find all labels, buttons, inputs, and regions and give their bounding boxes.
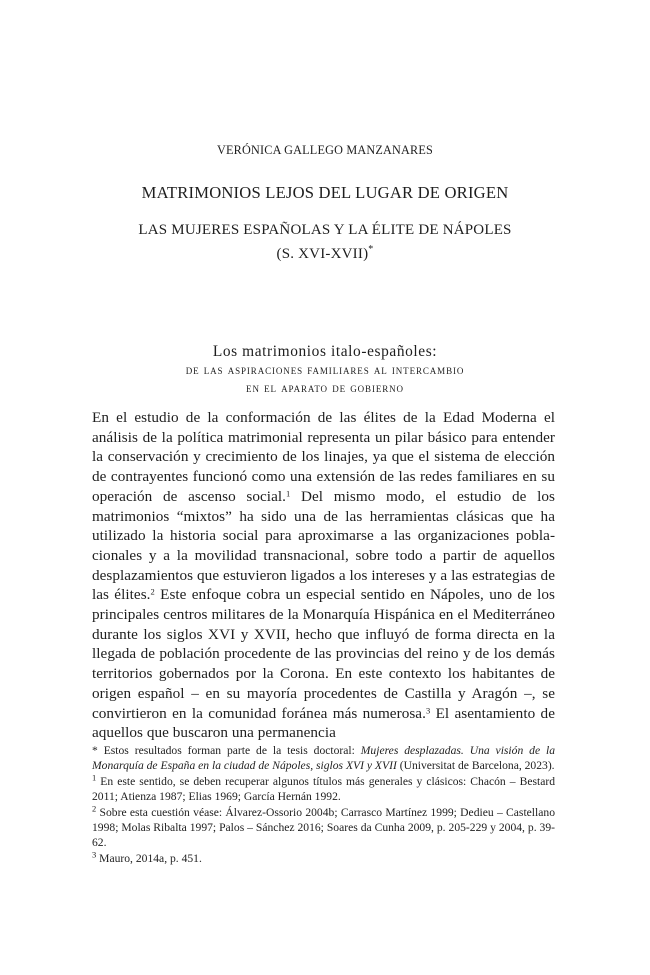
footnote-star-text: Estos resultados forman parte de la tesis doctoral:: [97, 744, 361, 757]
body-text-part-1: En el estudio de la conformación de las élites de la Edad Moderna el análisis de la política matrimonial representa un pilar básico para entender la conservación y crecimiento de los linajes, ya que el sistema de elección de contrayentes funcionó como una extensión de las redes familiares en su operación de ascenso social.: [92, 409, 555, 505]
section-heading-line-1: Los matrimonios italo-españoles:: [212, 343, 438, 360]
footnote-2-mark: 2: [92, 802, 97, 813]
chapter-title: MATRIMONIOS LEJOS DEL LUGAR DE ORIGEN: [141, 183, 509, 202]
footnote-star-thesis-title: Mujeres desplazadas. Una visión de la Monarquía de España en la ciudad de Nápoles, siglos XVI y XVII: [92, 744, 555, 773]
body-text-part-4: El asentamiento de aquellos que buscaron una permanencia: [92, 704, 555, 742]
footnote-ref-1: 1: [285, 488, 291, 499]
chapter-subtitle: [0, 220, 650, 264]
footnote-3-text: Mauro, 2014a, p. 451.: [96, 851, 202, 865]
footnote-ref-2: 2: [150, 586, 155, 597]
footnote-1-text: En este sentido, se deben recuperar algunos títulos más generales y clásicos: Chacón – Bestard 2011; Atienza 1987; Elias 1969; García Hernán 1992.: [92, 774, 555, 804]
footnote-star: [92, 743, 555, 774]
author-name: VERÓNICA GALLEGO MANZANARES: [217, 143, 433, 157]
subtitle-line-1: LAS MUJERES ESPAÑOLAS Y LA ÉLITE DE NÁPOLES: [138, 222, 512, 238]
footnote-2: [92, 802, 555, 851]
body-text-part-3: Este enfoque cobra un especial sentido en Nápoles, uno de los principales centros militares de la Monarquía Hispánica en el Mediterráneo durante los siglos XVI y XVII, hecho que influyó de forma directa en la llegada de población procedente de las provincias del reino y de los demás territorios gobernados por la Corona. En este contexto los habitantes de origen español – en su mayoría procedentes de Castilla y Aragón –, se convirtieron en la comunidad foránea más numerosa.: [92, 586, 555, 722]
footnote-ref-3: 3: [425, 704, 431, 715]
footnote-1-mark: 1: [92, 772, 97, 783]
footnote-star-mark: *: [92, 744, 98, 757]
section-heading-line-2: de las aspiraciones familiares al intercambio: [185, 361, 465, 377]
footnotes: [92, 743, 555, 866]
body-text-part-2: Del mismo modo, el estudio de los matrimonios “mixtos” ha sido una de las herramientas clásicas que ha utilizado la historia social para aproximarse a las organizaciones poblacionales y a la movilidad transnacional, sobre todo a partir de aquellos desplazamientos que estuvieron ligados a los intereses y a las estrategias de las élites.: [92, 487, 556, 604]
section-heading: [0, 343, 650, 396]
footnote-star-text-end: (Universitat de Barcelona, 2023).: [396, 759, 555, 773]
footnote-3: [92, 851, 555, 866]
section-heading-line-3: en el aparato de gobierno: [246, 379, 404, 395]
footnote-1: [92, 774, 555, 805]
subtitle-footnote-mark: *: [368, 244, 374, 255]
footnote-2-text: Sobre esta cuestión véase: Álvarez-Ossorio 2004b; Carrasco Martínez 1999; Dedieu – Castellano 1998; Molas Ribalta 1997; Palos – Sánchez 2016; Soares da Cunha 2009, p. 205-229 y 2004, p. 39-62.: [92, 805, 555, 850]
footnote-3-mark: 3: [92, 849, 97, 860]
subtitle-line-2: (S. XVI-XVII): [276, 246, 369, 262]
body-paragraph: [92, 408, 555, 743]
